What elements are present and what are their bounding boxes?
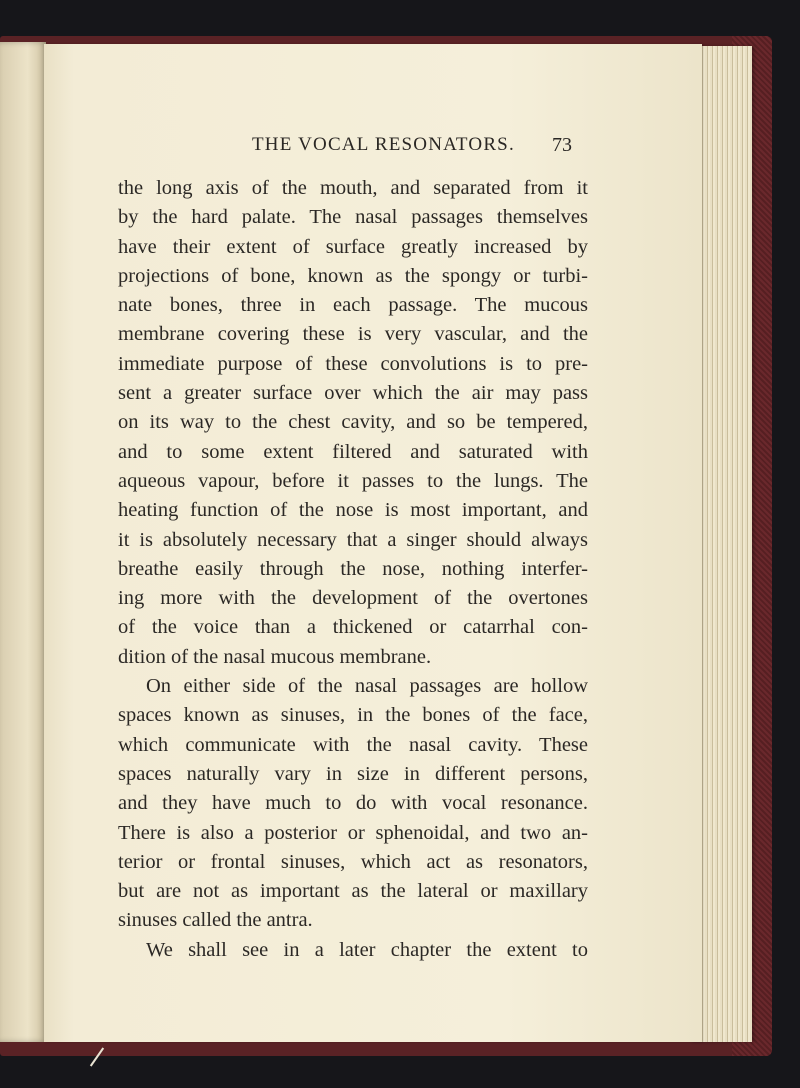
text-line: on its way to the chest cavity, and so be tempered, [118,411,588,434]
text-line: On either side of the nasal passages are hollow [146,675,588,698]
text-line: sinuses called the antra. [118,909,313,932]
running-head [0,134,800,164]
text-line: projections of bone, known as the spongy or turbi- [118,264,588,287]
left-page-edge [0,42,46,1042]
text-line: There is also a posterior or sphenoidal, and two an- [118,821,588,844]
text-line: heating function of the nose is most important, and [118,499,588,522]
text-line: ing more with the development of the overtones [118,587,588,610]
text-line: have their extent of surface greatly increased by [118,235,588,258]
text-line: which communicate with the nasal cavity. These [118,733,588,756]
text-line: terior or frontal sinuses, which act as resonators, [118,850,588,873]
text-line: and they have much to do with vocal resonance. [118,792,588,815]
text-line: nate bones, three in each passage. The mucous [118,294,588,317]
text-line: and to some extent filtered and saturated with [118,440,588,463]
text-line: dition of the nasal mucous membrane. [118,645,432,668]
text-line: it is absolutely necessary that a singer should always [118,528,588,551]
text-line: immediate purpose of these convolutions is to pre- [118,352,588,375]
text-line: sent a greater surface over which the air may pass [118,382,588,405]
text-line: but are not as important as the lateral or maxillary [118,880,588,903]
text-line: spaces naturally vary in size in different persons, [118,762,588,785]
body-text [118,174,588,965]
text-line: of the voice than a thickened or catarrhal con- [118,616,588,639]
page-number: 73 [552,134,572,156]
text-line: spaces known as sinuses, in the bones of the face, [118,704,588,727]
text-line: We shall see in a later chapter the extent to [146,938,588,961]
text-line: breathe easily through the nose, nothing interfer- [118,557,588,580]
text-line: aqueous vapour, before it passes to the lungs. The [118,469,588,492]
text-line: by the hard palate. The nasal passages themselves [118,206,588,229]
text-line: membrane covering these is very vascular, and the [118,323,588,346]
running-head-title: THE VOCAL RESONATORS. [252,134,515,155]
text-line: the long axis of the mouth, and separated from it [118,177,588,199]
